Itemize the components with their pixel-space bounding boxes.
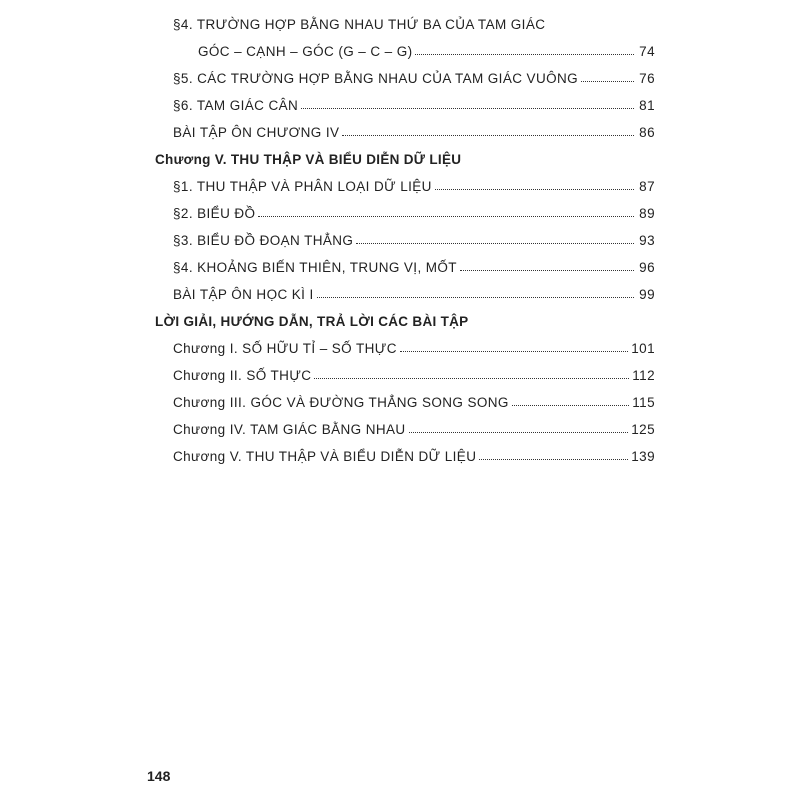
- table-of-contents: [155, 10, 655, 464]
- toc-entry: [155, 356, 655, 383]
- toc-entry: [155, 167, 655, 194]
- toc-entry: [155, 113, 655, 140]
- solutions-heading: LỜI GIẢI, HƯỚNG DẪN, TRẢ LỜI CÁC BÀI TẬP: [155, 314, 469, 329]
- toc-entry-label: Chương III. GÓC VÀ ĐƯỜNG THẲNG SONG SONG: [173, 395, 509, 410]
- toc-entry-page: 86: [639, 125, 655, 140]
- toc-entry-label: Chương V. THU THẬP VÀ BIỂU DIỄN DỮ LIỆU: [173, 449, 477, 464]
- toc-entry-page: 112: [632, 368, 655, 383]
- toc-entry: [155, 275, 655, 302]
- dot-leader: [415, 54, 634, 55]
- toc-entry: [155, 10, 655, 32]
- chapter-heading: Chương V. THU THẬP VÀ BIỂU DIỄN DỮ LIỆU: [155, 152, 462, 167]
- dot-leader: [581, 81, 634, 82]
- toc-entry-page: 96: [639, 260, 655, 275]
- toc-entry-label: Chương IV. TAM GIÁC BẰNG NHAU: [173, 422, 406, 437]
- dot-leader: [460, 270, 634, 271]
- toc-entry-label: BÀI TẬP ÔN HỌC KÌ I: [173, 287, 314, 302]
- toc-entry-page: 125: [631, 422, 655, 437]
- toc-entry-page: 76: [639, 71, 655, 86]
- toc-entry-label: §6. TAM GIÁC CÂN: [173, 98, 299, 113]
- dot-leader: [356, 243, 634, 244]
- toc-entry-page: 93: [639, 233, 655, 248]
- toc-entry: [155, 410, 655, 437]
- dot-leader: [342, 135, 634, 136]
- toc-entry: [155, 248, 655, 275]
- toc-entry-page: 87: [639, 179, 655, 194]
- dot-leader: [400, 351, 628, 352]
- toc-entry-label: §2. BIỂU ĐỒ: [173, 206, 256, 221]
- toc-entry-page: 115: [632, 395, 655, 410]
- toc-entry: [155, 59, 655, 86]
- toc-entry: [155, 194, 655, 221]
- dot-leader: [314, 378, 629, 379]
- dot-leader: [409, 432, 629, 433]
- dot-leader: [435, 189, 634, 190]
- toc-entry: [155, 329, 655, 356]
- dot-leader: [317, 297, 634, 298]
- dot-leader: [258, 216, 634, 217]
- toc-entry-page: 89: [639, 206, 655, 221]
- toc-entry: [155, 437, 655, 464]
- toc-entry-page: 81: [639, 98, 655, 113]
- dot-leader: [512, 405, 629, 406]
- toc-entry-label: §3. BIỂU ĐỒ ĐOẠN THẲNG: [173, 233, 354, 248]
- toc-entry: [155, 86, 655, 113]
- toc-entry-label: §4. KHOẢNG BIẾN THIÊN, TRUNG VỊ, MỐT: [173, 260, 457, 275]
- toc-entry-page: 74: [639, 44, 655, 59]
- dot-leader: [479, 459, 628, 460]
- toc-entry: [155, 383, 655, 410]
- toc-entry-label: §1. THU THẬP VÀ PHÂN LOẠI DỮ LIỆU: [173, 179, 432, 194]
- page-number: 148: [147, 768, 171, 784]
- toc-entry-label: GÓC – CẠNH – GÓC (G – C – G): [198, 44, 413, 59]
- toc-entry-page: 101: [631, 341, 655, 356]
- toc-entry-label: §4. TRƯỜNG HỢP BẰNG NHAU THỨ BA CỦA TAM GIÁC: [173, 17, 546, 32]
- toc-entry-label: BÀI TẬP ÔN CHƯƠNG IV: [173, 125, 340, 140]
- dot-leader: [301, 108, 634, 109]
- toc-entry-label: §5. CÁC TRƯỜNG HỢP BẰNG NHAU CỦA TAM GIÁC VUÔNG: [173, 71, 579, 86]
- toc-entry: [155, 221, 655, 248]
- toc-entry-page: 139: [631, 449, 655, 464]
- toc-entry-label: Chương II. SỐ THỰC: [173, 368, 312, 383]
- toc-entry-page: 99: [639, 287, 655, 302]
- toc-entry: [155, 32, 655, 59]
- toc-entry-label: Chương I. SỐ HỮU TỈ – SỐ THỰC: [173, 341, 397, 356]
